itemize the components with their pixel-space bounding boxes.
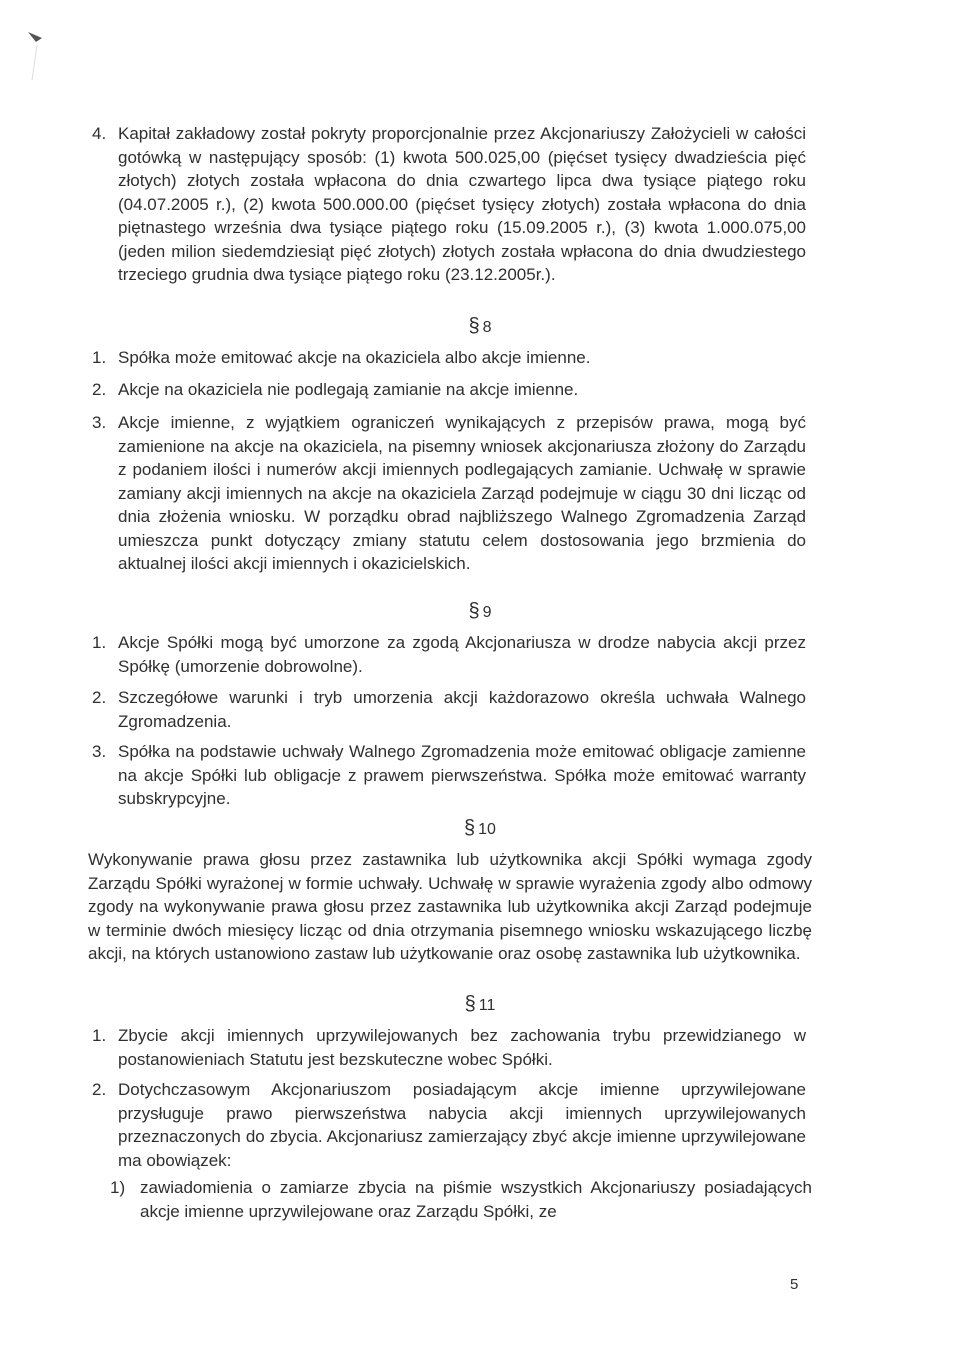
list-item bbox=[92, 411, 806, 576]
scan-corner-mark bbox=[20, 20, 60, 100]
sub-list-item bbox=[110, 1176, 812, 1223]
section-heading-10 bbox=[0, 817, 960, 841]
item-number: 2. bbox=[92, 380, 107, 399]
list-item bbox=[92, 686, 806, 733]
section-number: 10 bbox=[478, 821, 496, 838]
item-number: 4. bbox=[92, 124, 107, 143]
item-text: Spółka może emitować akcje na okaziciela albo akcje imienne. bbox=[118, 348, 591, 367]
list-item bbox=[92, 1078, 806, 1172]
item-text: Zbycie akcji imiennych uprzywilejowanych bez zachowania trybu przewidzianego w postanowieniach Statutu jest bezskuteczne wobec Spółki. bbox=[118, 1026, 806, 1069]
item-text: Akcje na okaziciela nie podlegają zamianie na akcje imienne. bbox=[118, 380, 579, 399]
item-number: 3. bbox=[92, 742, 107, 761]
section-paragraph: Wykonywanie prawa głosu przez zastawnika lub użytkownika akcji Spółki wymaga zgody Zarządu Spółki wyrażonej w formie uchwały. Uchwałę w sprawie wyrażenia zgody albo odmowy zgody na wykonywanie prawa głosu przez zastawnika lub użytkownika akcji Zarząd podejmuje w terminie dwóch miesięcy licząc od dnia otrzymania pisemnego wniosku wskazującego liczbę akcji, na których ustanowiono zastaw lub użytkowanie oraz osobę zastawnika lub użytkownika. bbox=[88, 850, 812, 963]
section-heading-11 bbox=[0, 993, 960, 1017]
list-item bbox=[92, 1024, 806, 1071]
item-number: 2. bbox=[92, 1080, 107, 1099]
item-number: 3. bbox=[92, 413, 107, 432]
section-symbol: § bbox=[468, 315, 480, 337]
section-symbol: § bbox=[468, 600, 480, 622]
item-text: Kapitał zakładowy został pokryty proporcjonalnie przez Akcjonariuszy Założycieli w całości gotówką w następujący sposób: (1) kwota 500.025,00 (pięćset tysięcy dwadzieścia pięć złotych) złotych została wpłacona do dnia czwartego lipca dwa tysiące piątego roku (04.07.2005 r.), (2) kwota 500.000.00 (pięćset tysięcy złotych) została wpłacona do dnia piętnastego września dwa tysiące piątego roku (15.09.2005 r.), (3) kwota 1.000.075,00 (jeden milion siedemdziesiąt pięć złotych) złotych została wpłacona do dnia dwudziestego trzeciego grudnia dwa tysiące piątego roku (23.12.2005r.). bbox=[118, 124, 806, 284]
item-text: Szczegółowe warunki i tryb umorzenia akcji każdorazowo określa uchwała Walnego Zgromadzenia. bbox=[118, 688, 806, 731]
item-number: 2. bbox=[92, 688, 107, 707]
section-symbol: § bbox=[464, 993, 476, 1015]
section-heading-9 bbox=[0, 600, 960, 624]
item-number: 1. bbox=[92, 633, 107, 652]
item-text: Akcje imienne, z wyjątkiem ograniczeń wynikających z przepisów prawa, mogą być zamienione na akcje na okaziciela, na pisemny wniosek akcjonariusza złożony do Zarządu z podaniem ilości i numerów akcji imiennych podlegających zamianie. Uchwałę w sprawie zamiany akcji imiennych na akcje na okaziciela Zarząd podejmuje w ciągu 30 dni licząc od dnia złożenia wniosku. W porządku obrad najbliższego Walnego Zgromadzenia Zarząd umieszcza punkt dotyczący zmiany statutu celem dostosowania jego brzmienia do aktualnej ilości akcji imiennych i okazicielskich. bbox=[118, 413, 806, 573]
section-number: 11 bbox=[478, 997, 496, 1014]
section-number: 9 bbox=[482, 604, 492, 621]
list-item bbox=[92, 631, 806, 678]
item-text: Dotychczasowym Akcjonariuszom posiadającym akcje imienne uprzywilejowane przysługuje prawo pierwszeństwa nabycia akcji imiennych uprzywilejowanych przeznaczonych do zbycia. Akcjonariusz zamierzający zbyć akcje imienne uprzywilejowane ma obowiązek: bbox=[118, 1080, 806, 1170]
page-number: 5 bbox=[790, 1276, 799, 1293]
item-number: 1. bbox=[92, 1026, 107, 1045]
list-item bbox=[92, 346, 806, 370]
list-item bbox=[92, 378, 806, 402]
section-symbol: § bbox=[464, 817, 476, 839]
list-item bbox=[92, 740, 806, 811]
sub-item-text: zawiadomienia o zamiarze zbycia na piśmie wszystkich Akcjonariuszy posiadających akcje imienne uprzywilejowane oraz Zarządu Spółki, ze bbox=[140, 1178, 812, 1221]
section-number: 8 bbox=[482, 319, 492, 336]
item-text: Akcje Spółki mogą być umorzone za zgodą Akcjonariusza w drodze nabycia akcji przez Spółkę (umorzenie dobrowolne). bbox=[118, 633, 806, 676]
capital-item bbox=[92, 122, 806, 287]
sub-item-number: 1) bbox=[110, 1178, 126, 1197]
item-text: Spółka na podstawie uchwały Walnego Zgromadzenia może emitować obligacje zamienne na akcje Spółki lub obligacje z prawem pierwszeństwa. Spółka może emitować warranty subskrypcyjne. bbox=[118, 742, 806, 808]
item-number: 1. bbox=[92, 348, 107, 367]
section-heading-8 bbox=[0, 315, 960, 339]
